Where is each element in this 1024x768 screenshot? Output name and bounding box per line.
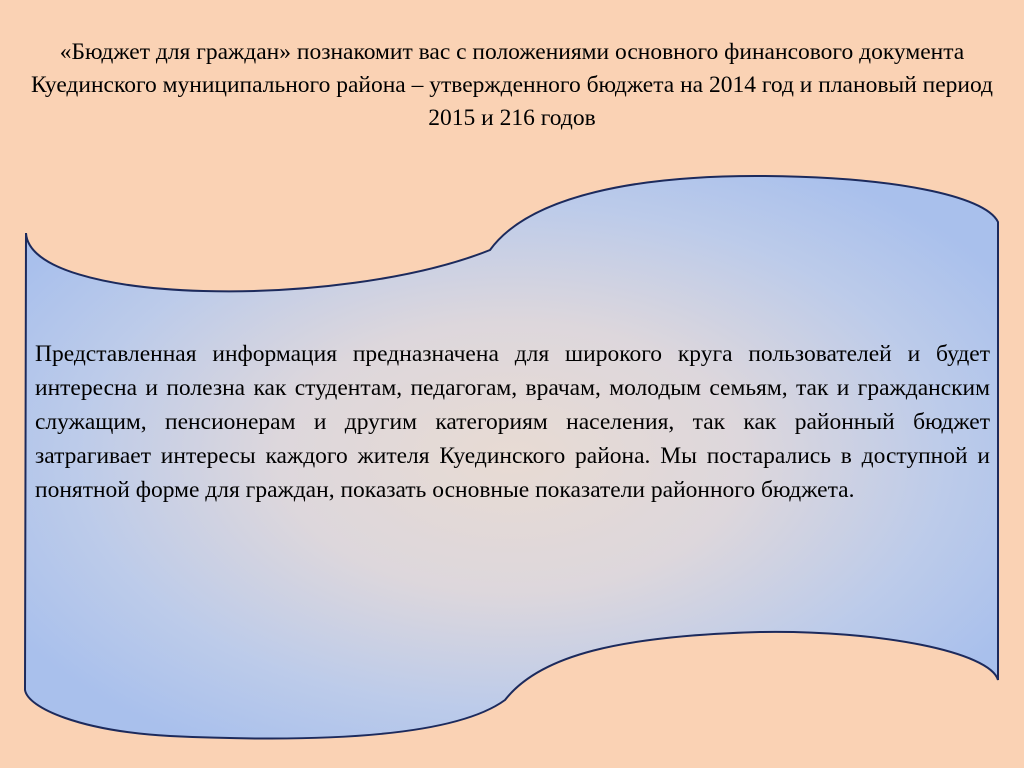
scroll-body-text: Представленная информация предназначена для широкого круга пользователей и будет интересна и полезна как студентам, педагогам, врачам, молодым семьям, так и гражданским служащим, пенсионерам и другим категориям населения, так как районный бюджет затрагивает интересы каждого жителя Куединского района. Мы постарались в доступной и понятной форме для граждан, показать основные показатели районного бюджета.: [35, 341, 990, 503]
slide-title: «Бюджет для граждан» познакомит вас с положениями основного финансового документа Куединского муниципального района – утвержденного бюджета на 2014 год и плановый период 2015 и 216 годов: [30, 39, 994, 131]
